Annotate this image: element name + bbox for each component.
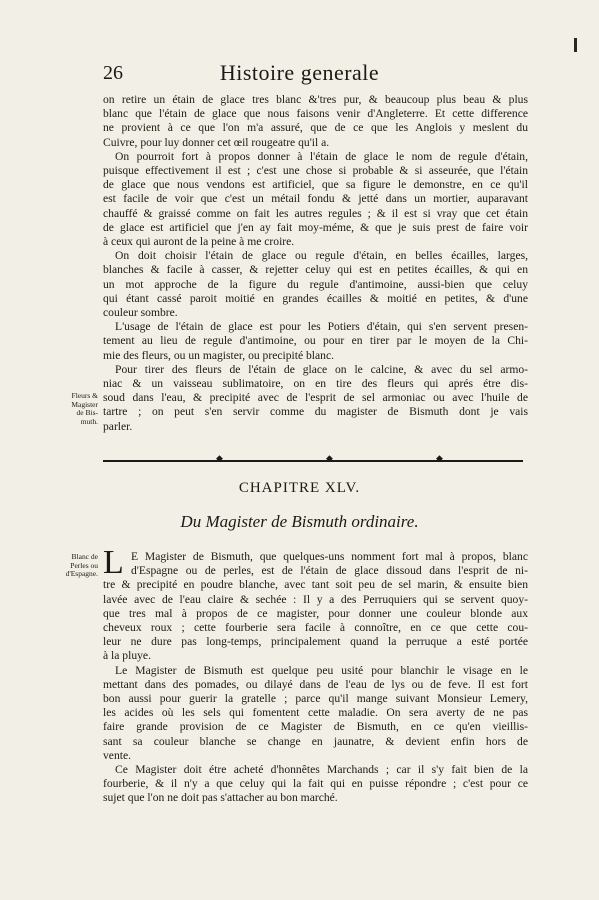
text-line: L'usage de l'étain de glace est pour les Potiers d'étain, qui s'en servent presen- bbox=[115, 320, 528, 334]
text-line: On doit choisir l'étain de glace ou regule d'étain, en belles écailles, larges, bbox=[115, 249, 528, 263]
margin-note-line: de Bis- bbox=[76, 408, 98, 417]
text-line: mie des fleurs, ou un magister, ou precipité blanc. bbox=[103, 348, 335, 362]
margin-note-line: Blanc de bbox=[71, 552, 98, 561]
margin-note-line: muth. bbox=[80, 416, 98, 426]
text-line: tre & precipité en poudre blanche, avec tant soit peu de sel marin, & ensuite bien bbox=[103, 578, 528, 592]
text-line: Cuivre, pour luy donner cet œil rougeatre qu'il a. bbox=[103, 135, 330, 149]
text-line: couleur sombre. bbox=[103, 306, 178, 319]
text-line: on retire un étain de glace tres blanc &'tres pur, & beaucoup plus beau & plus bbox=[103, 93, 528, 106]
chapter-title: CHAPITRE XLV. bbox=[238, 480, 361, 496]
text-line: qui étant cassé paroit moitié en grandes écailles & moitié en petites, & d'une bbox=[103, 291, 528, 305]
text-line: fourberie, & il n'y a que celuy qui la fait qui en puisse répondre ; c'est pour ce bbox=[103, 777, 528, 791]
text-line: soud dans l'eau, & precipité avec de l'esprit de sel armoniac ou avec l'huile de bbox=[103, 391, 528, 405]
text-line: un mot approche de la figure du regule d'antimoine, aussi-bien que celuy bbox=[103, 277, 528, 291]
divider-ornament: ◆ bbox=[436, 453, 443, 463]
text-line: à la pluye. bbox=[103, 649, 151, 663]
text-line: cheveux roux ; cette fourberie sera facile à connoître, en ce que cette cou- bbox=[103, 621, 528, 634]
text-line: sant sa couleur blanche se change en jaunatre, & devient enfin hors de bbox=[103, 734, 528, 748]
text-line: les acides où les sels qui fomentent cette maladie. On sera averty de ne pas bbox=[103, 706, 528, 720]
margin-note-blanc bbox=[58, 553, 98, 579]
section-divider bbox=[103, 460, 523, 462]
text-line: E Magister de Bismuth, que quelques-uns nomment fort mal à propos, blanc bbox=[131, 550, 528, 563]
chapter-subtitle: Du Magister de Bismuth ordinaire. bbox=[180, 512, 419, 531]
page-number: 26 bbox=[103, 62, 123, 84]
margin-note-line: d'Espagne. bbox=[65, 569, 98, 578]
text-line: On pourroit fort à propos donner à l'étain de glace le nom de regule d'étain, bbox=[115, 149, 528, 163]
text-line: lavée avec de l'eau claire & sechée : Il y a des Perruquiers qui se servent quoy- bbox=[103, 592, 528, 606]
drop-cap: L bbox=[103, 544, 124, 581]
text-line: bon aussi pour guerir la gratelle ; parce qu'il mange suivant Monsieur Lemery, bbox=[103, 692, 528, 705]
text-line: ne provient à ce que l'on m'a assuré, que de ce que les Anglois y meslent du bbox=[103, 121, 528, 135]
text-line: vente. bbox=[103, 748, 132, 762]
text-line: blanc que l'étain de glace que nous faisons venir d'Angleterre. Et cette difference bbox=[103, 107, 528, 121]
text-line: parler. bbox=[103, 419, 133, 433]
text-line: blanches & facile à casser, & rejetter celuy qui est en petites écailles, & qui en bbox=[103, 263, 528, 277]
text-line: sujet que l'on ne doit pas s'attacher au bon marché. bbox=[103, 791, 338, 805]
text-line: tement au lieu de regule d'antimoine, ou pour en tirer par le moyen de la Chi- bbox=[103, 334, 528, 348]
text-line: tartre ; on peut s'en servir comme du magister de Bismuth dont je vais bbox=[103, 405, 528, 419]
edge-mark bbox=[574, 38, 577, 52]
margin-note-line: Magister bbox=[71, 399, 98, 409]
text-line: Le Magister de Bismuth est quelque peu usité pour blanchir le visage en le bbox=[115, 663, 528, 677]
text-line: Pour tirer des fleurs de l'étain de glace on le calcine, & avec du sel armo- bbox=[115, 362, 528, 376]
text-line: leur ne dure pas long-temps, principalement quand la perruque a esté portée bbox=[103, 635, 528, 649]
text-line: faire grande provision de ce Magister de Bismuth, en ce qu'en vieillis- bbox=[103, 720, 528, 734]
text-line: d'Espagne ou de perles, est de l'étain de glace dissoud dans l'esprit de ni- bbox=[131, 564, 528, 578]
running-title: Histoire generale bbox=[219, 60, 380, 85]
text-line: de glace est artificiel que j'en ay fait moy-méme, & que je suis prest de faire voir bbox=[103, 220, 528, 234]
text-line: puisque effectivement il est ; c'est une chose si probable & si asseurée, que l'étain bbox=[103, 164, 528, 177]
divider-ornament: ◆ bbox=[216, 453, 223, 463]
text-line: Ce Magister doit étre acheté d'honnêtes Marchands ; car il s'y fait bien de la bbox=[115, 763, 528, 776]
text-line: que tres mal à propos de ce magister, pour donner une couleur blonde aux bbox=[103, 606, 528, 620]
text-line: niac & un vaisseau sublimatoire, on en tire des fleurs qui aprés étre dis- bbox=[103, 377, 528, 390]
text-line: mettant dans des pomades, ou dilayé dans de l'eau de lys ou de feve. Il est fort bbox=[103, 677, 528, 691]
text-line: à ceux qui auront de la peine à me croire. bbox=[103, 235, 295, 248]
margin-note-line: Fleurs & bbox=[71, 391, 98, 400]
divider-ornament: ◆ bbox=[326, 453, 333, 463]
text-line: de glace que nous vendons est artificiel, que sa figure le demonstre, en ce qu'il bbox=[103, 178, 528, 192]
margin-note-line: Perles ou bbox=[70, 560, 98, 570]
text-line: est facile de voir que c'est un métail fondu & jetté dans un mortier, auparavant bbox=[103, 192, 528, 206]
text-line: chauffé & graissé comme on fait les autres regules ; & il est si vray que cet étain bbox=[103, 206, 528, 220]
margin-note-fleurs bbox=[58, 392, 98, 426]
